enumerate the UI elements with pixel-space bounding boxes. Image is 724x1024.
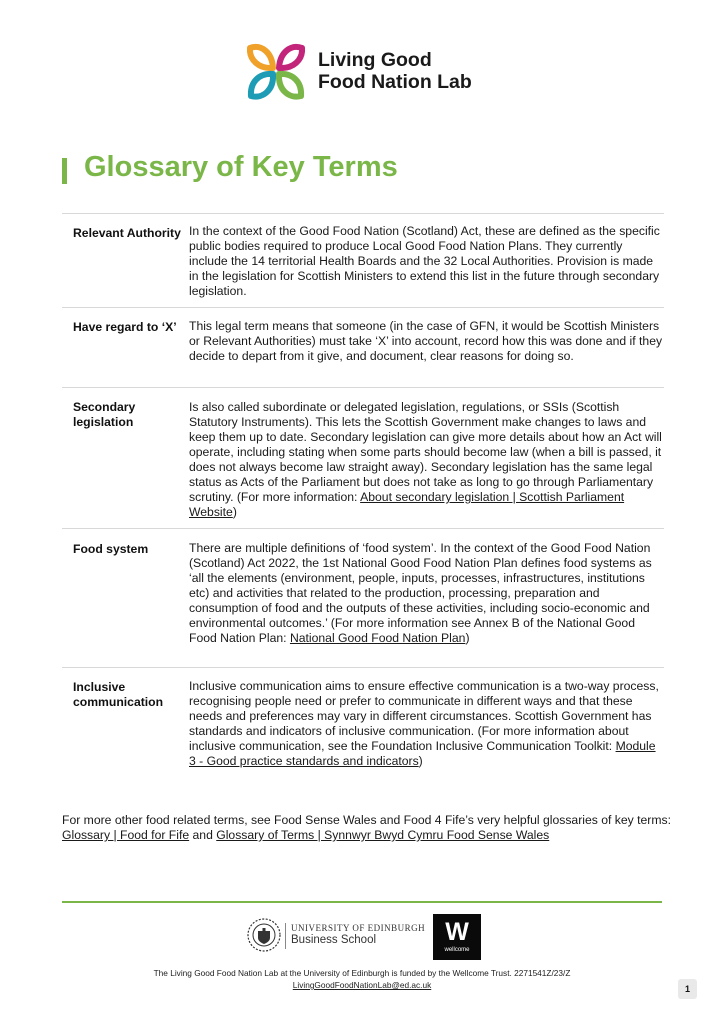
closing-paren: ) (232, 505, 237, 519)
note-connector: and (189, 828, 217, 842)
wellcome-wordmark: wellcome (444, 947, 470, 953)
glossary-row (62, 308, 664, 388)
logo-line-2: Food Nation Lab (318, 71, 472, 93)
glossary-definition: This legal term means that someone (in the case of GFN, it would be Scottish Ministers or Relevant Authorities) must take ‘X’ into account, record how this was done and if they decide to depart from it give, and document, clear reasons for doing so. (189, 319, 663, 363)
logo-wordmark (318, 49, 472, 93)
food-for-fife-link[interactable]: Glossary | Food for Fife (62, 828, 190, 842)
glossary-definition: There are multiple definitions of ‘food system’. In the context of the Good Food Nation (Scotland) Act 2022, the 1st National Good Food Nation Plan defines food systems as ‘all the elements (environment, people, inputs, processes, infrastructures, institutions etc) and activities that related to the production, processing, preparation and consumption of food and the outputs of these activities, including socio-economic and environmental outcomes.’ (For more information see Annex B of the National Good Food Nation Plan: (189, 541, 652, 645)
glossary-term: Secondary legislation (73, 400, 136, 429)
glossary-definition: Inclusive communication aims to ensure effective communication is a two-way process, recognising people need or prefer to communicate in different ways and that these needs and preferences may vary in different circumstances. Scottish Government has standards and indicators of inclusive communication. (For more information about inclusive communication, see the Foundation Inclusive Communication Toolkit: (189, 679, 659, 753)
glossary-definition: Is also called subordinate or delegated legislation, regulations, or SSIs (Scottish Statutory Instruments). This lets the Scottish Government make changes to laws and keep them up to date. Secondary legislation can give more details about how an Act will operate, including stating when some parts should become law (when a bill is passed, it does not always become law straight away). Secondary legislation has the same legal status as Acts of the Parliament but does not take as long to go through Parliamentary scrutiny. (For more information: (189, 400, 662, 504)
glossary-definition-container (189, 388, 664, 528)
glossary-row (62, 388, 664, 529)
university-crest-icon (246, 917, 282, 953)
glossary-term: Relevant Authority (73, 226, 181, 240)
title-accent-bar (62, 158, 67, 184)
glossary-term: Inclusive communication (73, 680, 164, 709)
footer-divider (62, 901, 662, 903)
page-number: 1 (678, 979, 697, 999)
glossary-definition-container (189, 529, 664, 667)
food-sense-wales-link[interactable]: Glossary of Terms | Synnwyr Bwyd Cymru Food Sense Wales (216, 828, 550, 842)
contact-email-link[interactable]: LivingGoodFoodNationLab@ed.ac.uk (292, 980, 432, 990)
business-school-name: Business School (291, 934, 377, 946)
university-name: UNIVERSITY OF EDINBURGH (291, 923, 426, 933)
glossary-definition-container (189, 668, 664, 793)
header (0, 40, 724, 106)
university-divider (285, 923, 286, 949)
note-text: For more other food related terms, see Food Sense Wales and Food 4 Fife’s very helpful glossaries of key terms: (62, 813, 671, 827)
closing-paren: ) (418, 754, 423, 768)
wellcome-logo (433, 914, 481, 960)
glossary-definition: In the context of the Good Food Nation (Scotland) Act, these are defined as the specific public bodies required to produce Local Good Food Nation Plans. They currently include the 14 territorial Health Boards and the 32 Local Authorities. Provision is made in the legislation for Scottish Ministers to extend this list in the future through secondary legislation. (189, 224, 660, 298)
national-plan-link[interactable]: National Good Food Nation Plan (289, 631, 466, 645)
funding-statement: The Living Good Food Nation Lab at the University of Edinburgh is funded by the Wellcome Trust. 2271541Z/23/Z (153, 968, 571, 978)
wellcome-letter: W (445, 918, 469, 946)
closing-paren: ) (465, 631, 470, 645)
glossary-row (62, 529, 664, 668)
glossary-term: Food system (73, 542, 149, 556)
glossary-term: Have regard to ‘X’ (73, 320, 177, 334)
page-title: Glossary of Key Terms (84, 151, 398, 183)
leaf-logo-icon (247, 40, 305, 102)
glossary-row (62, 214, 664, 308)
footer-funding (0, 967, 724, 991)
glossary-table (62, 213, 664, 793)
logo-line-1: Living Good (318, 49, 432, 71)
further-resources-note (62, 813, 672, 843)
module-3-link[interactable]: Module 3 - Good practice standards and indicators (189, 739, 656, 768)
secondary-legislation-link[interactable]: About secondary legislation | Scottish Parliament Website (189, 490, 625, 519)
glossary-row (62, 668, 664, 793)
